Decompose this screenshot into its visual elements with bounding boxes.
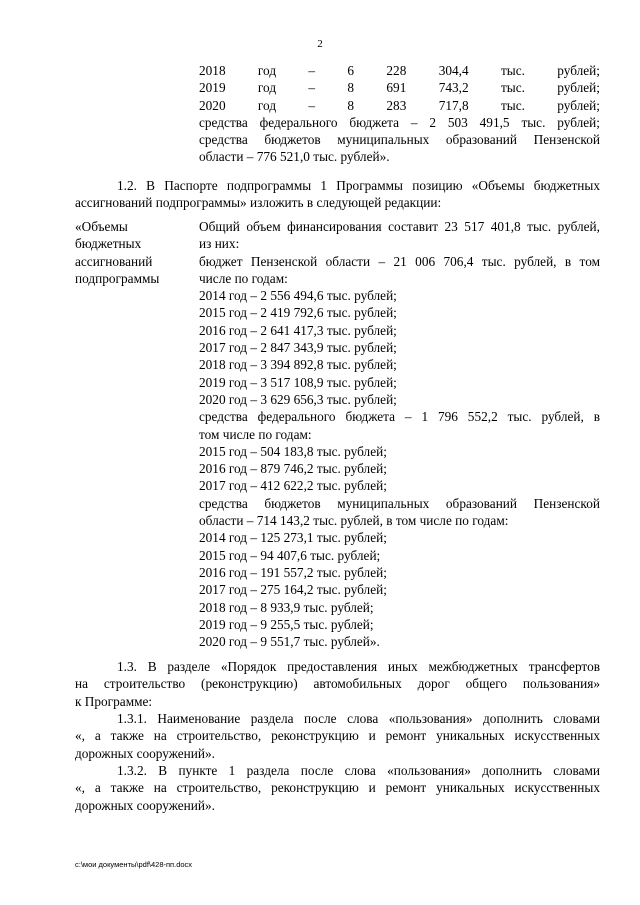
- passport-content-column: [199, 218, 600, 650]
- text-line: 2019 год – 8 691 743,2 тыс. рублей;: [199, 80, 600, 96]
- page-number: 2: [317, 38, 323, 50]
- text-line: бюджет Пензенской области – 21 006 706,4 тыс. рублей, в том: [199, 253, 600, 269]
- text-line: 2020 год – 8 283 717,8 тыс. рублей;: [199, 97, 600, 113]
- text-line: 2016 год – 2 641 417,3 тыс. рублей;: [199, 322, 397, 338]
- text-line: 1.3. В разделе «Порядок предоставления иных межбюджетных трансфертов: [117, 659, 600, 674]
- text-line: 2014 год – 2 556 494,6 тыс. рублей;: [199, 288, 397, 304]
- text-line: Общий объем финансирования составит 23 517 401,8 тыс. рублей,: [199, 219, 600, 234]
- text-line: 2019 год – 9 255,5 тыс. рублей;: [199, 616, 374, 632]
- text-line: средства бюджетов муниципальных образований Пензенской: [199, 495, 600, 511]
- text-line: 2014 год – 125 273,1 тыс. рублей;: [199, 530, 387, 546]
- text-line: бюджетных: [75, 236, 142, 252]
- text-line: на строительство (реконструкцию) автомобильных дорог общего пользования»: [75, 676, 600, 692]
- text-line: подпрограммы: [75, 270, 160, 286]
- text-line: 2018 год – 6 228 304,4 тыс. рублей;: [199, 63, 600, 78]
- text-line: средства бюджетов муниципальных образований Пензенской: [199, 132, 600, 148]
- text-line: 1.3.2. В пункте 1 раздела после слова «пользования» дополнить словами: [117, 763, 600, 778]
- text-line: 2015 год – 2 419 792,6 тыс. рублей;: [199, 305, 397, 321]
- text-line: «Объемы: [75, 219, 128, 234]
- text-line: 2020 год – 3 629 656,3 тыс. рублей;: [199, 391, 397, 407]
- text-line: 2018 год – 8 933,9 тыс. рублей;: [199, 599, 374, 615]
- text-line: 2017 год – 275 164,2 тыс. рублей;: [199, 582, 387, 598]
- text-line: ассигнований: [75, 253, 153, 269]
- paragraph-1-3-1: [75, 710, 600, 762]
- text-line: 2015 год – 94 407,6 тыс. рублей;: [199, 547, 381, 563]
- text-line: 1.3.1. Наименование раздела после слова «пользования» дополнить словами: [117, 711, 600, 726]
- funding-continuation-block: [199, 62, 600, 166]
- text-line: области – 714 143,2 тыс. рублей, в том числе по годам:: [199, 513, 509, 529]
- text-line: «, а также на строительство, реконструкцию и ремонт уникальных искусственных: [75, 780, 600, 796]
- text-line: дорожных сооружений».: [75, 797, 215, 813]
- text-line: ассигнований подпрограммы» изложить в следующей редакции:: [75, 195, 442, 211]
- text-line: 2015 год – 504 183,8 тыс. рублей;: [199, 443, 387, 459]
- text-line: 2020 год – 9 551,7 тыс. рублей».: [199, 634, 380, 650]
- text-line: дорожных сооружений».: [75, 745, 215, 761]
- text-line: к Программе:: [75, 693, 153, 709]
- paragraph-1-3-2: [75, 762, 600, 814]
- text-line: «, а также на строительство, реконструкцию и ремонт уникальных искусственных: [75, 728, 600, 744]
- text-line: числе по годам:: [199, 270, 288, 286]
- file-path-footer: c:\мои документы\pdf\428-пп.docx: [75, 860, 193, 869]
- passport-label-column: [75, 218, 185, 287]
- text-line: области – 776 521,0 тыс. рублей».: [199, 149, 390, 165]
- text-line: 2017 год – 2 847 343,9 тыс. рублей;: [199, 340, 397, 356]
- paragraph-1-2: [75, 177, 600, 212]
- text-line: из них:: [199, 236, 240, 252]
- text-line: 2016 год – 191 557,2 тыс. рублей;: [199, 564, 387, 580]
- text-line: 1.2. В Паспорте подпрограммы 1 Программы позицию «Объемы бюджетных: [117, 178, 600, 193]
- text-line: средства федерального бюджета – 1 796 552,2 тыс. рублей, в: [199, 409, 600, 425]
- text-line: 2017 год – 412 622,2 тыс. рублей;: [199, 478, 387, 494]
- text-line: том числе по годам:: [199, 426, 312, 442]
- text-line: 2016 год – 879 746,2 тыс. рублей;: [199, 461, 387, 477]
- text-line: 2018 год – 3 394 892,8 тыс. рублей;: [199, 357, 397, 373]
- paragraph-1-3: [75, 658, 600, 710]
- text-line: 2019 год – 3 517 108,9 тыс. рублей;: [199, 374, 397, 390]
- text-line: средства федерального бюджета – 2 503 491,5 тыс. рублей;: [199, 114, 600, 130]
